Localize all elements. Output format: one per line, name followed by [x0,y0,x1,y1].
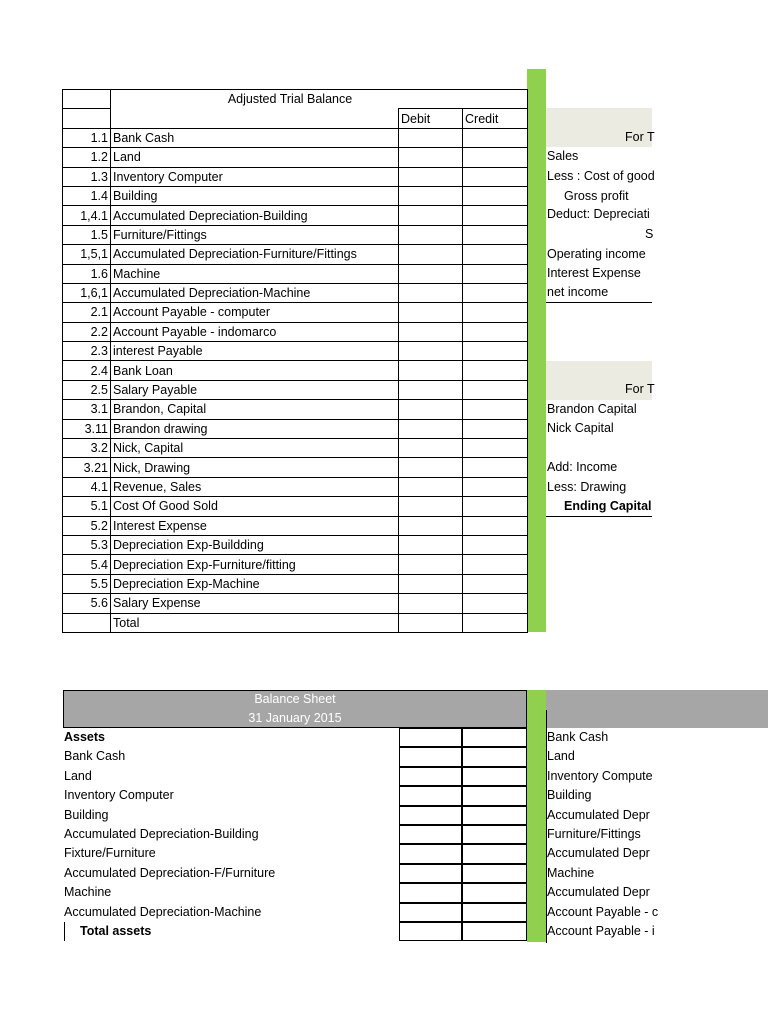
account-name: Account Payable - indomarco [111,322,399,341]
trial-balance-row [63,167,528,186]
account-code: 5.5 [63,574,111,593]
balance-sheet-item: Fixture/Furniture [64,846,156,861]
is-line-depreciation: Deduct: Depreciati [547,207,650,221]
credit-cell[interactable] [463,303,528,322]
debit-cell[interactable] [399,497,463,516]
credit-cell[interactable] [463,516,528,535]
is-line-operating-income: Operating income [547,247,646,261]
credit-cell[interactable] [463,613,528,632]
debit-cell[interactable] [399,322,463,341]
account-code: 1.6 [63,264,111,283]
account-name: Brandon drawing [111,419,399,438]
trial-balance-row [63,206,528,225]
cs-line-brandon-capital: Brandon Capital [547,402,637,416]
bs-total-cell[interactable] [462,806,527,825]
bs-amount-cell[interactable] [399,767,462,786]
credit-cell[interactable] [463,283,528,302]
account-code: 1.2 [63,148,111,167]
credit-cell[interactable] [463,128,528,147]
trial-balance-row [63,594,528,613]
right-list-left-rule [546,710,547,943]
trial-balance-row [63,613,528,632]
bs-total-cell[interactable] [462,767,527,786]
account-name: Cost Of Good Sold [111,497,399,516]
balance-sheet-item: Bank Cash [64,749,126,764]
debit-cell[interactable] [399,283,463,302]
trial-balance-row [63,555,528,574]
account-name: Revenue, Sales [111,477,399,496]
right-list-item: Accumulated Depr [547,807,650,822]
credit-cell[interactable] [463,361,528,380]
trial-balance-row [63,497,528,516]
right-list-item: Accumulated Depr [547,846,650,861]
account-code: 4.1 [63,477,111,496]
right-list-item: Furniture/Fittings [547,827,641,841]
account-name: Furniture/Fittings [111,225,399,244]
account-name: Depreciation Exp-Furniture/fitting [111,555,399,574]
credit-cell[interactable] [463,594,528,613]
trial-balance-row [63,245,528,264]
trial-balance-row [63,225,528,244]
account-code: 2.5 [63,380,111,399]
cs-line-nick-capital: Nick Capital [547,421,614,435]
trial-balance-row [63,380,528,399]
credit-cell[interactable] [463,477,528,496]
bs-total-cell[interactable] [462,825,527,844]
credit-cell[interactable] [463,555,528,574]
right-list-item: Inventory Compute [547,768,653,783]
bs-total-cell[interactable] [462,864,527,883]
is-line-s: S [645,227,654,241]
account-name: Account Payable - computer [111,303,399,322]
assets-heading: Assets [64,730,105,744]
debit-cell[interactable] [399,574,463,593]
trial-balance-title-row [63,90,528,109]
trial-balance-row [63,535,528,554]
trial-balance-row [63,148,528,167]
trial-balance-table [62,89,528,633]
right-list-item: Account Payable - i [547,924,655,938]
balance-sheet-date: 31 January 2015 [248,711,342,725]
account-name: Total [111,613,399,632]
account-code: 3.21 [63,458,111,477]
account-name: Accumulated Depreciation-Furniture/Fittings [111,245,399,264]
right-list-item: Account Payable - c [547,904,659,919]
debit-cell[interactable] [399,245,463,264]
account-code: 5.6 [63,594,111,613]
trial-balance-row [63,303,528,322]
debit-cell[interactable] [399,400,463,419]
debit-header: Debit [399,109,463,128]
account-name: Accumulated Depreciation-Machine [111,283,399,302]
account-name: Bank Loan [111,361,399,380]
account-name: Salary Payable [111,380,399,399]
trial-balance-row [63,400,528,419]
bs-total-cell[interactable] [462,844,527,863]
account-name: Land [111,148,399,167]
credit-cell[interactable] [463,186,528,205]
credit-cell[interactable] [463,206,528,225]
credit-cell[interactable] [463,419,528,438]
trial-balance-title: Adjusted Trial Balance [111,90,528,109]
is-bottom-rule [546,302,652,303]
account-name: Brandon, Capital [111,400,399,419]
is-line-interest-expense: Interest Expense [547,266,641,280]
trial-balance-header-row [63,109,528,128]
right-list-item: Machine [547,865,595,880]
account-code: 1,6,1 [63,283,111,302]
account-name: Interest Expense [111,516,399,535]
account-name: Building [111,186,399,205]
account-code: 1.5 [63,225,111,244]
bs-amount-cell[interactable] [399,825,462,844]
debit-cell[interactable] [399,516,463,535]
account-code: 1,5,1 [63,245,111,264]
cs-line-ending-capital: Ending Capital [564,499,652,513]
total-assets-label: Total assets [80,924,152,938]
credit-cell[interactable] [463,225,528,244]
debit-cell[interactable] [399,361,463,380]
debit-cell[interactable] [399,535,463,554]
account-code: 2.2 [63,322,111,341]
cs-bottom-rule [546,516,652,517]
account-name: Bank Cash [111,128,399,147]
account-name: Salary Expense [111,594,399,613]
trial-balance-row [63,283,528,302]
is-line-cogs: Less : Cost of good [547,169,655,183]
account-code [63,613,111,632]
credit-cell[interactable] [463,535,528,554]
debit-cell[interactable] [399,128,463,147]
trial-balance-row [63,186,528,205]
account-name: Depreciation Exp-Machine [111,574,399,593]
debit-cell[interactable] [399,439,463,458]
trial-balance-row [63,322,528,341]
account-code: 3.1 [63,400,111,419]
credit-cell[interactable] [463,380,528,399]
bs-total-cell[interactable] [462,747,527,766]
debit-cell[interactable] [399,555,463,574]
debit-cell[interactable] [399,380,463,399]
balance-sheet-item: Building [64,807,109,822]
capital-statement-header: For T [625,382,655,396]
account-code: 1.4 [63,186,111,205]
credit-cell[interactable] [463,167,528,186]
balance-sheet-title: Balance Sheet [254,692,336,706]
debit-cell[interactable] [399,613,463,632]
credit-cell[interactable] [463,342,528,361]
bs-total-cell[interactable] [462,903,527,922]
trial-balance-row [63,361,528,380]
credit-cell[interactable] [463,245,528,264]
is-line-gross-profit: Gross profit [564,189,629,203]
debit-cell[interactable] [399,419,463,438]
trial-balance-row [63,128,528,147]
trial-balance-row [63,264,528,283]
account-code: 2.4 [63,361,111,380]
bs-total-cell[interactable] [462,786,527,805]
bs-amount-cell[interactable] [399,864,462,883]
debit-cell[interactable] [399,342,463,361]
balance-sheet-item: Land [64,768,92,783]
debit-cell[interactable] [399,458,463,477]
income-statement-header: For T [625,130,655,144]
bs-total-cell[interactable] [462,922,527,941]
account-code: 5.3 [63,535,111,554]
debit-cell[interactable] [399,225,463,244]
account-code: 1.1 [63,128,111,147]
right-gray-band [546,690,768,728]
credit-header: Credit [463,109,528,128]
trial-balance-row [63,439,528,458]
green-separator-bottom [527,690,546,942]
account-code: 3.11 [63,419,111,438]
right-list-item: Building [547,788,592,803]
bs-amount-cell[interactable] [399,922,462,941]
credit-cell[interactable] [463,400,528,419]
credit-cell[interactable] [463,148,528,167]
right-list-item: Accumulated Depr [547,885,650,900]
bs-amount-cell[interactable] [399,786,462,805]
credit-cell[interactable] [463,264,528,283]
debit-cell[interactable] [399,206,463,225]
right-list-item: Land [547,749,575,764]
credit-cell[interactable] [463,497,528,516]
credit-cell[interactable] [463,439,528,458]
account-code: 5.2 [63,516,111,535]
debit-cell[interactable] [399,477,463,496]
is-line-net-income: net income [547,285,609,299]
balance-sheet-item: Accumulated Depreciation-F/Furniture [64,865,276,880]
credit-cell[interactable] [463,322,528,341]
account-name: interest Payable [111,342,399,361]
total-assets-marker [64,922,65,941]
bs-total-cell[interactable] [462,883,527,902]
cs-line-add-income: Add: Income [547,460,618,474]
bs-amount-cell[interactable] [399,728,462,747]
trial-balance-row [63,342,528,361]
trial-balance-row [63,458,528,477]
account-name: Nick, Drawing [111,458,399,477]
account-name: Inventory Computer [111,167,399,186]
debit-cell[interactable] [399,148,463,167]
bs-amount-cell[interactable] [399,844,462,863]
green-separator-top [527,69,546,632]
trial-balance-row [63,574,528,593]
debit-cell[interactable] [399,303,463,322]
account-name: Accumulated Depreciation-Building [111,206,399,225]
trial-balance-row [63,516,528,535]
debit-cell[interactable] [399,594,463,613]
account-code: 3.2 [63,439,111,458]
debit-cell[interactable] [399,264,463,283]
account-code: 2.1 [63,303,111,322]
account-code: 1.3 [63,167,111,186]
cs-line-less-drawing: Less: Drawing [547,480,627,494]
balance-sheet-item: Inventory Computer [64,788,174,803]
credit-cell[interactable] [463,458,528,477]
account-code: 1,4.1 [63,206,111,225]
account-name: Depreciation Exp-Buildding [111,535,399,554]
bs-amount-cell[interactable] [399,747,462,766]
account-name: Machine [111,264,399,283]
trial-balance-row [63,419,528,438]
trial-balance-row [63,477,528,496]
account-code: 2.3 [63,342,111,361]
bs-amount-cell[interactable] [399,903,462,922]
bs-amount-cell[interactable] [399,806,462,825]
credit-cell[interactable] [463,574,528,593]
bs-amount-cell[interactable] [399,883,462,902]
balance-sheet-item: Machine [64,885,112,900]
balance-sheet-item: Accumulated Depreciation-Machine [64,904,262,919]
debit-cell[interactable] [399,186,463,205]
debit-cell[interactable] [399,167,463,186]
account-name: Nick, Capital [111,439,399,458]
bs-total-cell[interactable] [462,728,527,747]
account-code: 5.1 [63,497,111,516]
account-code: 5.4 [63,555,111,574]
right-list-item: Bank Cash [547,730,609,744]
is-line-sales: Sales [547,149,579,163]
balance-sheet-item: Accumulated Depreciation-Building [64,827,259,841]
